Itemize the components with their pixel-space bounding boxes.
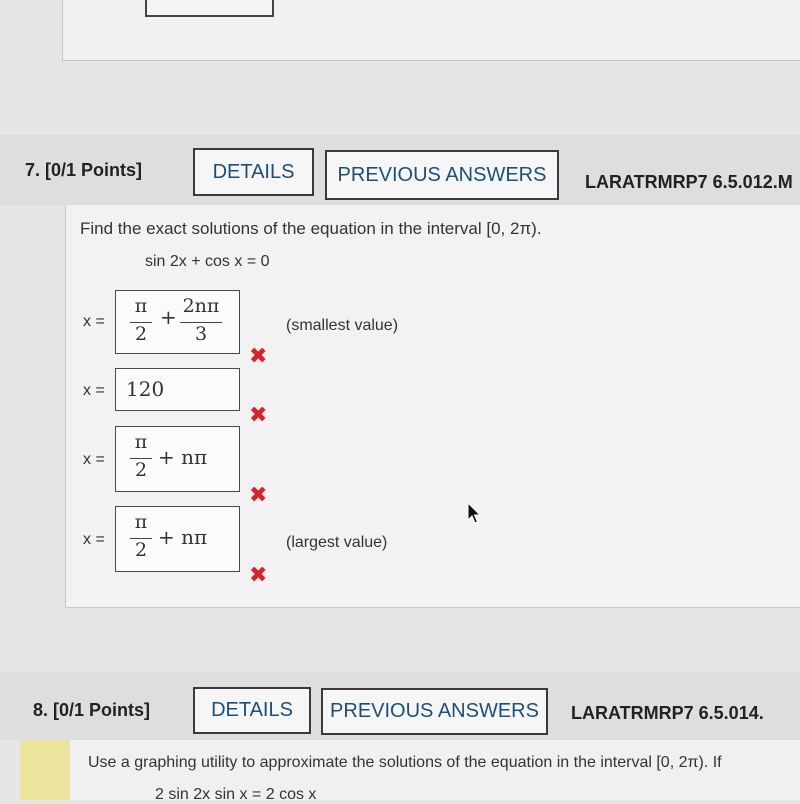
question-code: LARATRMRP7 6.5.012.M bbox=[585, 172, 793, 192]
incorrect-icon: ✖ bbox=[249, 402, 268, 427]
answer-input-1[interactable] bbox=[115, 290, 240, 354]
question-number: 8. bbox=[33, 700, 49, 720]
previous-answers-button[interactable]: PREVIOUS ANSWERS bbox=[325, 150, 559, 200]
answer-tail: + nπ bbox=[158, 525, 208, 549]
plus-sign: + bbox=[160, 305, 177, 329]
incorrect-icon: ✖ bbox=[249, 482, 268, 507]
incorrect-icon: ✖ bbox=[249, 562, 268, 587]
answer-input-2[interactable] bbox=[115, 368, 240, 411]
numerator: π bbox=[134, 431, 148, 453]
question-equation: 2 sin 2x sin x = 2 cos x bbox=[155, 786, 317, 803]
question-number: 7. bbox=[25, 160, 41, 180]
question-7-title bbox=[25, 160, 142, 181]
answer-note: (largest value) bbox=[286, 534, 388, 551]
question-equation: sin 2x + cos x = 0 bbox=[145, 253, 270, 270]
question-prompt: Use a graphing utility to approximate the solutions of the equation in the interval [0, 2π). If bbox=[88, 754, 722, 771]
x-label: x = bbox=[83, 531, 105, 548]
mouse-cursor-icon bbox=[467, 502, 483, 526]
answer-note: (smallest value) bbox=[286, 317, 399, 334]
incorrect-icon: ✖ bbox=[249, 343, 268, 368]
answer-tail: + nπ bbox=[158, 445, 208, 469]
numerator: π bbox=[134, 295, 148, 317]
answer-input-3[interactable] bbox=[115, 426, 240, 492]
previous-answer-box[interactable] bbox=[145, 0, 274, 17]
previous-answers-button[interactable]: PREVIOUS ANSWERS bbox=[321, 688, 548, 735]
x-label: x = bbox=[83, 313, 105, 330]
hint-sidebar bbox=[20, 740, 70, 800]
answer-input-4[interactable] bbox=[115, 506, 240, 572]
x-label: x = bbox=[83, 451, 105, 468]
numerator: 2nπ bbox=[182, 295, 220, 317]
question-prompt: Find the exact solutions of the equation in the interval [0, 2π). bbox=[80, 219, 542, 238]
denominator: 2 bbox=[134, 539, 148, 561]
x-label: x = bbox=[83, 382, 105, 399]
denominator: 2 bbox=[134, 323, 148, 345]
question-code: LARATRMRP7 6.5.014. bbox=[571, 703, 764, 723]
answer-value: 120 bbox=[126, 377, 165, 401]
question-points: [0/1 Points] bbox=[45, 160, 143, 180]
denominator: 3 bbox=[194, 323, 208, 345]
numerator: π bbox=[134, 511, 148, 533]
question-8-title bbox=[33, 700, 150, 721]
denominator: 2 bbox=[134, 459, 148, 481]
details-button[interactable]: DETAILS bbox=[193, 148, 314, 196]
details-button[interactable]: DETAILS bbox=[193, 687, 311, 734]
question-points: [0/1 Points] bbox=[53, 700, 151, 720]
